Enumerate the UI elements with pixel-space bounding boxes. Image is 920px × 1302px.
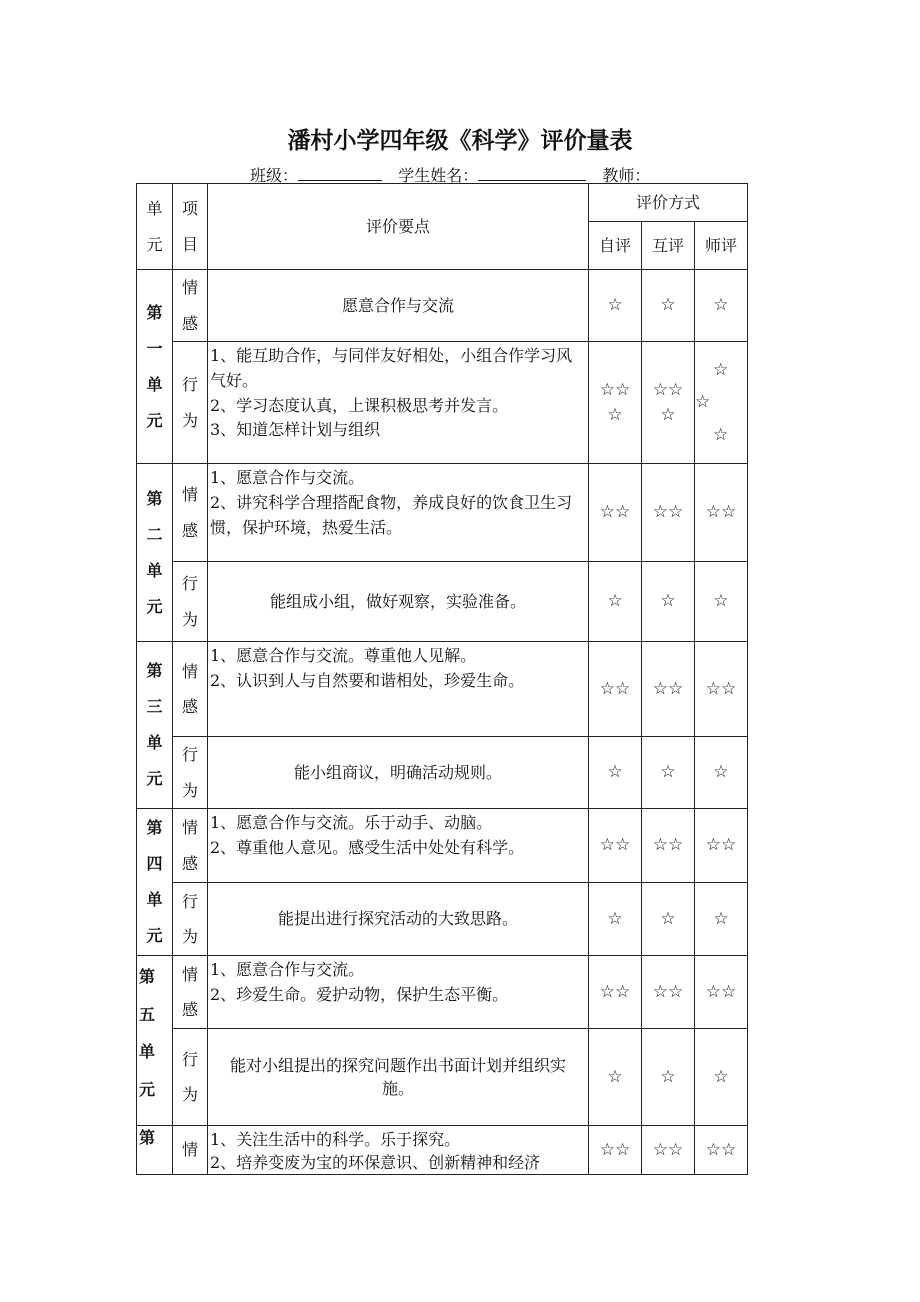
- rating-teacher: ☆☆: [695, 956, 748, 1029]
- rating-peer: ☆☆: [642, 642, 695, 737]
- unit-1-emotion-item: 情 感: [173, 270, 208, 342]
- rating-self: ☆☆: [589, 1126, 642, 1175]
- rating-peer: ☆☆: [642, 464, 695, 562]
- rating-peer: ☆: [642, 737, 695, 809]
- unit-3-behavior-points: 能小组商议，明确活动规则。: [208, 737, 589, 809]
- unit-6-emotion-item: 情: [173, 1126, 208, 1175]
- rating-teacher: ☆: [695, 737, 748, 809]
- teacher-label: 教师：: [602, 166, 651, 185]
- rating-self: ☆: [589, 562, 642, 642]
- header-self: 自评: [589, 222, 642, 270]
- unit-5-behavior-item: 行 为: [173, 1029, 208, 1126]
- class-label: 班级：: [250, 166, 299, 185]
- header-teacher: 师评: [695, 222, 748, 270]
- evaluation-table: [136, 183, 748, 1175]
- unit-2-behavior-item: 行 为: [173, 562, 208, 642]
- unit-4-label: 第 四 单 元: [137, 809, 173, 956]
- student-name-blank: [478, 166, 586, 181]
- page-title: 潘村小学四年级《科学》评价量表: [287, 128, 633, 154]
- unit-4-behavior-points: 能提出进行探究活动的大致思路。: [208, 883, 589, 956]
- rating-peer: ☆☆: [642, 956, 695, 1029]
- unit-4-emotion-points: 1、愿意合作与交流。乐于动手、动脑。 2、尊重他人意见。感受生活中处处有科学。: [208, 809, 589, 883]
- unit-2-label: 第 二 单 元: [137, 464, 173, 642]
- header-item: 项 目: [173, 184, 208, 270]
- rating-teacher: ☆: [695, 562, 748, 642]
- unit-2-behavior-points: 能组成小组，做好观察，实验准备。: [208, 562, 589, 642]
- rating-self: ☆: [589, 270, 642, 342]
- rating-teacher: ☆: [695, 883, 748, 956]
- unit-1-behavior-item: 行 为: [173, 342, 208, 464]
- rating-self: ☆☆: [589, 809, 642, 883]
- header-peer: 互评: [642, 222, 695, 270]
- rating-teacher: ☆☆: [695, 642, 748, 737]
- rating-teacher: ☆☆: [695, 809, 748, 883]
- unit-2-emotion-points: 1、愿意合作与交流。 2、讲究科学合理搭配食物，养成良好的饮食卫生习惯，保护环境，热爱生活。: [208, 464, 589, 562]
- rating-peer: ☆: [642, 562, 695, 642]
- unit-1-emotion-points: 愿意合作与交流: [208, 270, 589, 342]
- rating-teacher: ☆: [695, 1029, 748, 1126]
- rating-self: ☆☆: [589, 956, 642, 1029]
- rating-self: ☆: [589, 883, 642, 956]
- unit-1-label: 第 一 单 元: [137, 270, 173, 464]
- unit-1-behavior-points: 1、能互助合作，与同伴友好相处，小组合作学习风气好。 2、学习态度认真，上课积极思考并发言。 3、知道怎样计划与组织: [208, 342, 589, 464]
- unit-3-emotion-points: 1、愿意合作与交流。尊重他人见解。 2、认识到人与自然要和谐相处，珍爱生命。: [208, 642, 589, 737]
- rating-peer: ☆: [642, 1029, 695, 1126]
- rating-self: ☆☆: [589, 642, 642, 737]
- rating-self: ☆: [589, 737, 642, 809]
- unit-3-emotion-item: 情 感: [173, 642, 208, 737]
- class-blank: [298, 166, 382, 181]
- unit-6-emotion-points: 1、关注生活中的科学。乐于探究。 2、培养变废为宝的环保意识、创新精神和经济: [208, 1126, 589, 1175]
- unit-3-behavior-item: 行 为: [173, 737, 208, 809]
- rating-self: ☆☆: [589, 464, 642, 562]
- unit-5-emotion-item: 情 感: [173, 956, 208, 1029]
- rating-teacher: ☆☆: [695, 464, 748, 562]
- rating-teacher: ☆: [695, 270, 748, 342]
- rating-teacher: ☆☆: [695, 1126, 748, 1175]
- header-method: 评价方式: [589, 184, 748, 222]
- unit-6-label: 第: [137, 1126, 173, 1175]
- unit-3-label: 第 三 单 元: [137, 642, 173, 809]
- unit-5-behavior-points: 能对小组提出的探究问题作出书面计划并组织实施。: [208, 1029, 589, 1126]
- rating-self: ☆☆ ☆: [589, 342, 642, 464]
- student-name-label: 学生姓名：: [398, 166, 479, 185]
- unit-5-label: 第 五 单 元: [137, 956, 173, 1126]
- rating-peer: ☆☆: [642, 1126, 695, 1175]
- rating-self: ☆: [589, 1029, 642, 1126]
- unit-4-emotion-item: 情 感: [173, 809, 208, 883]
- rating-peer: ☆: [642, 270, 695, 342]
- rating-teacher: ☆ ☆ ☆: [695, 342, 748, 464]
- unit-2-emotion-item: 情 感: [173, 464, 208, 562]
- rating-peer: ☆☆ ☆: [642, 342, 695, 464]
- rating-peer: ☆☆: [642, 809, 695, 883]
- unit-4-behavior-item: 行 为: [173, 883, 208, 956]
- header-points: 评价要点: [208, 184, 589, 270]
- unit-5-emotion-points: 1、愿意合作与交流。 2、珍爱生命。爱护动物，保护生态平衡。: [208, 956, 589, 1029]
- header-unit: 单 元: [137, 184, 173, 270]
- rating-peer: ☆: [642, 883, 695, 956]
